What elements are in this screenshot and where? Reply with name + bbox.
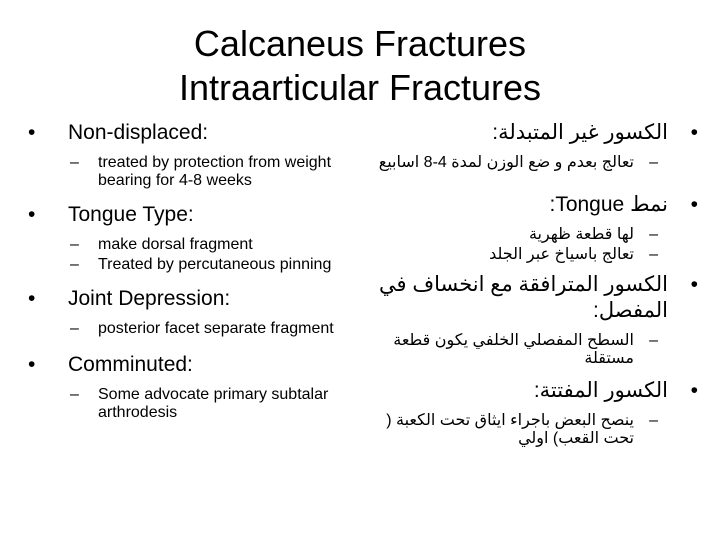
dash-icon: –	[649, 246, 658, 263]
bullet-icon: •	[28, 121, 36, 144]
english-subitem: make dorsal fragment	[98, 236, 253, 253]
english-heading: Joint Depression:	[68, 287, 231, 310]
title-line-1: Calcaneus Fractures	[193, 23, 527, 64]
bullet-icon: •	[690, 379, 698, 402]
english-subitem: Treated by percutaneous pinning	[98, 256, 332, 273]
english-item	[28, 120, 348, 190]
english-heading: Tongue Type:	[68, 203, 194, 226]
arabic-heading: الكسور غير المتبدلة:	[492, 121, 668, 144]
english-item	[28, 286, 348, 338]
english-column	[28, 120, 348, 432]
arabic-item	[358, 120, 698, 172]
arabic-item	[358, 272, 698, 368]
bullet-icon: •	[690, 193, 698, 216]
dash-icon: –	[70, 154, 79, 171]
arabic-column	[358, 120, 698, 458]
dash-icon: –	[70, 236, 79, 253]
arabic-item	[358, 192, 698, 264]
arabic-subitem: لها قطعة ظهرية	[528, 226, 634, 243]
arabic-subitem: تعالج باسياخ عبر الجلد	[489, 246, 634, 263]
english-item	[28, 352, 348, 422]
arabic-heading: الكسور المترافقة مع انخساف في المفصل:	[378, 273, 668, 322]
english-heading: Non-displaced:	[68, 121, 209, 144]
bullet-icon: •	[28, 353, 36, 376]
dash-icon: –	[649, 226, 658, 243]
dash-icon: –	[649, 412, 658, 429]
dash-icon: –	[70, 386, 79, 403]
arabic-subitem: تعالج بعدم و ضع الوزن لمدة 4-8 اسابيع	[378, 154, 634, 171]
arabic-item	[358, 378, 698, 448]
english-subitem: Some advocate primary subtalar arthrodesis	[98, 386, 329, 421]
english-subitem: posterior facet separate fragment	[98, 320, 334, 337]
bullet-icon: •	[28, 203, 36, 226]
english-subitem: treated by protection from weight bearing for 4-8 weeks	[98, 154, 332, 189]
arabic-heading: نمط Tongue:	[549, 193, 668, 216]
arabic-subitem: السطح المفصلي الخلفي يكون قطعة مستقلة	[393, 332, 634, 367]
dash-icon: –	[70, 320, 79, 337]
title-line-2: Intraarticular Fractures	[178, 67, 542, 108]
bullet-icon: •	[28, 287, 36, 310]
dash-icon: –	[649, 332, 658, 349]
slide-title	[0, 22, 720, 110]
bullet-icon: •	[690, 121, 698, 144]
dash-icon: –	[70, 256, 79, 273]
english-item	[28, 202, 348, 274]
bullet-icon: •	[690, 273, 698, 296]
dash-icon: –	[649, 154, 658, 171]
arabic-subitem: ينصح البعض باجراء ايثاق تحت الكعبة ( تحت القعب) اولي	[386, 412, 634, 447]
english-heading: Comminuted:	[68, 353, 193, 376]
arabic-heading: الكسور المفتتة:	[533, 379, 668, 402]
